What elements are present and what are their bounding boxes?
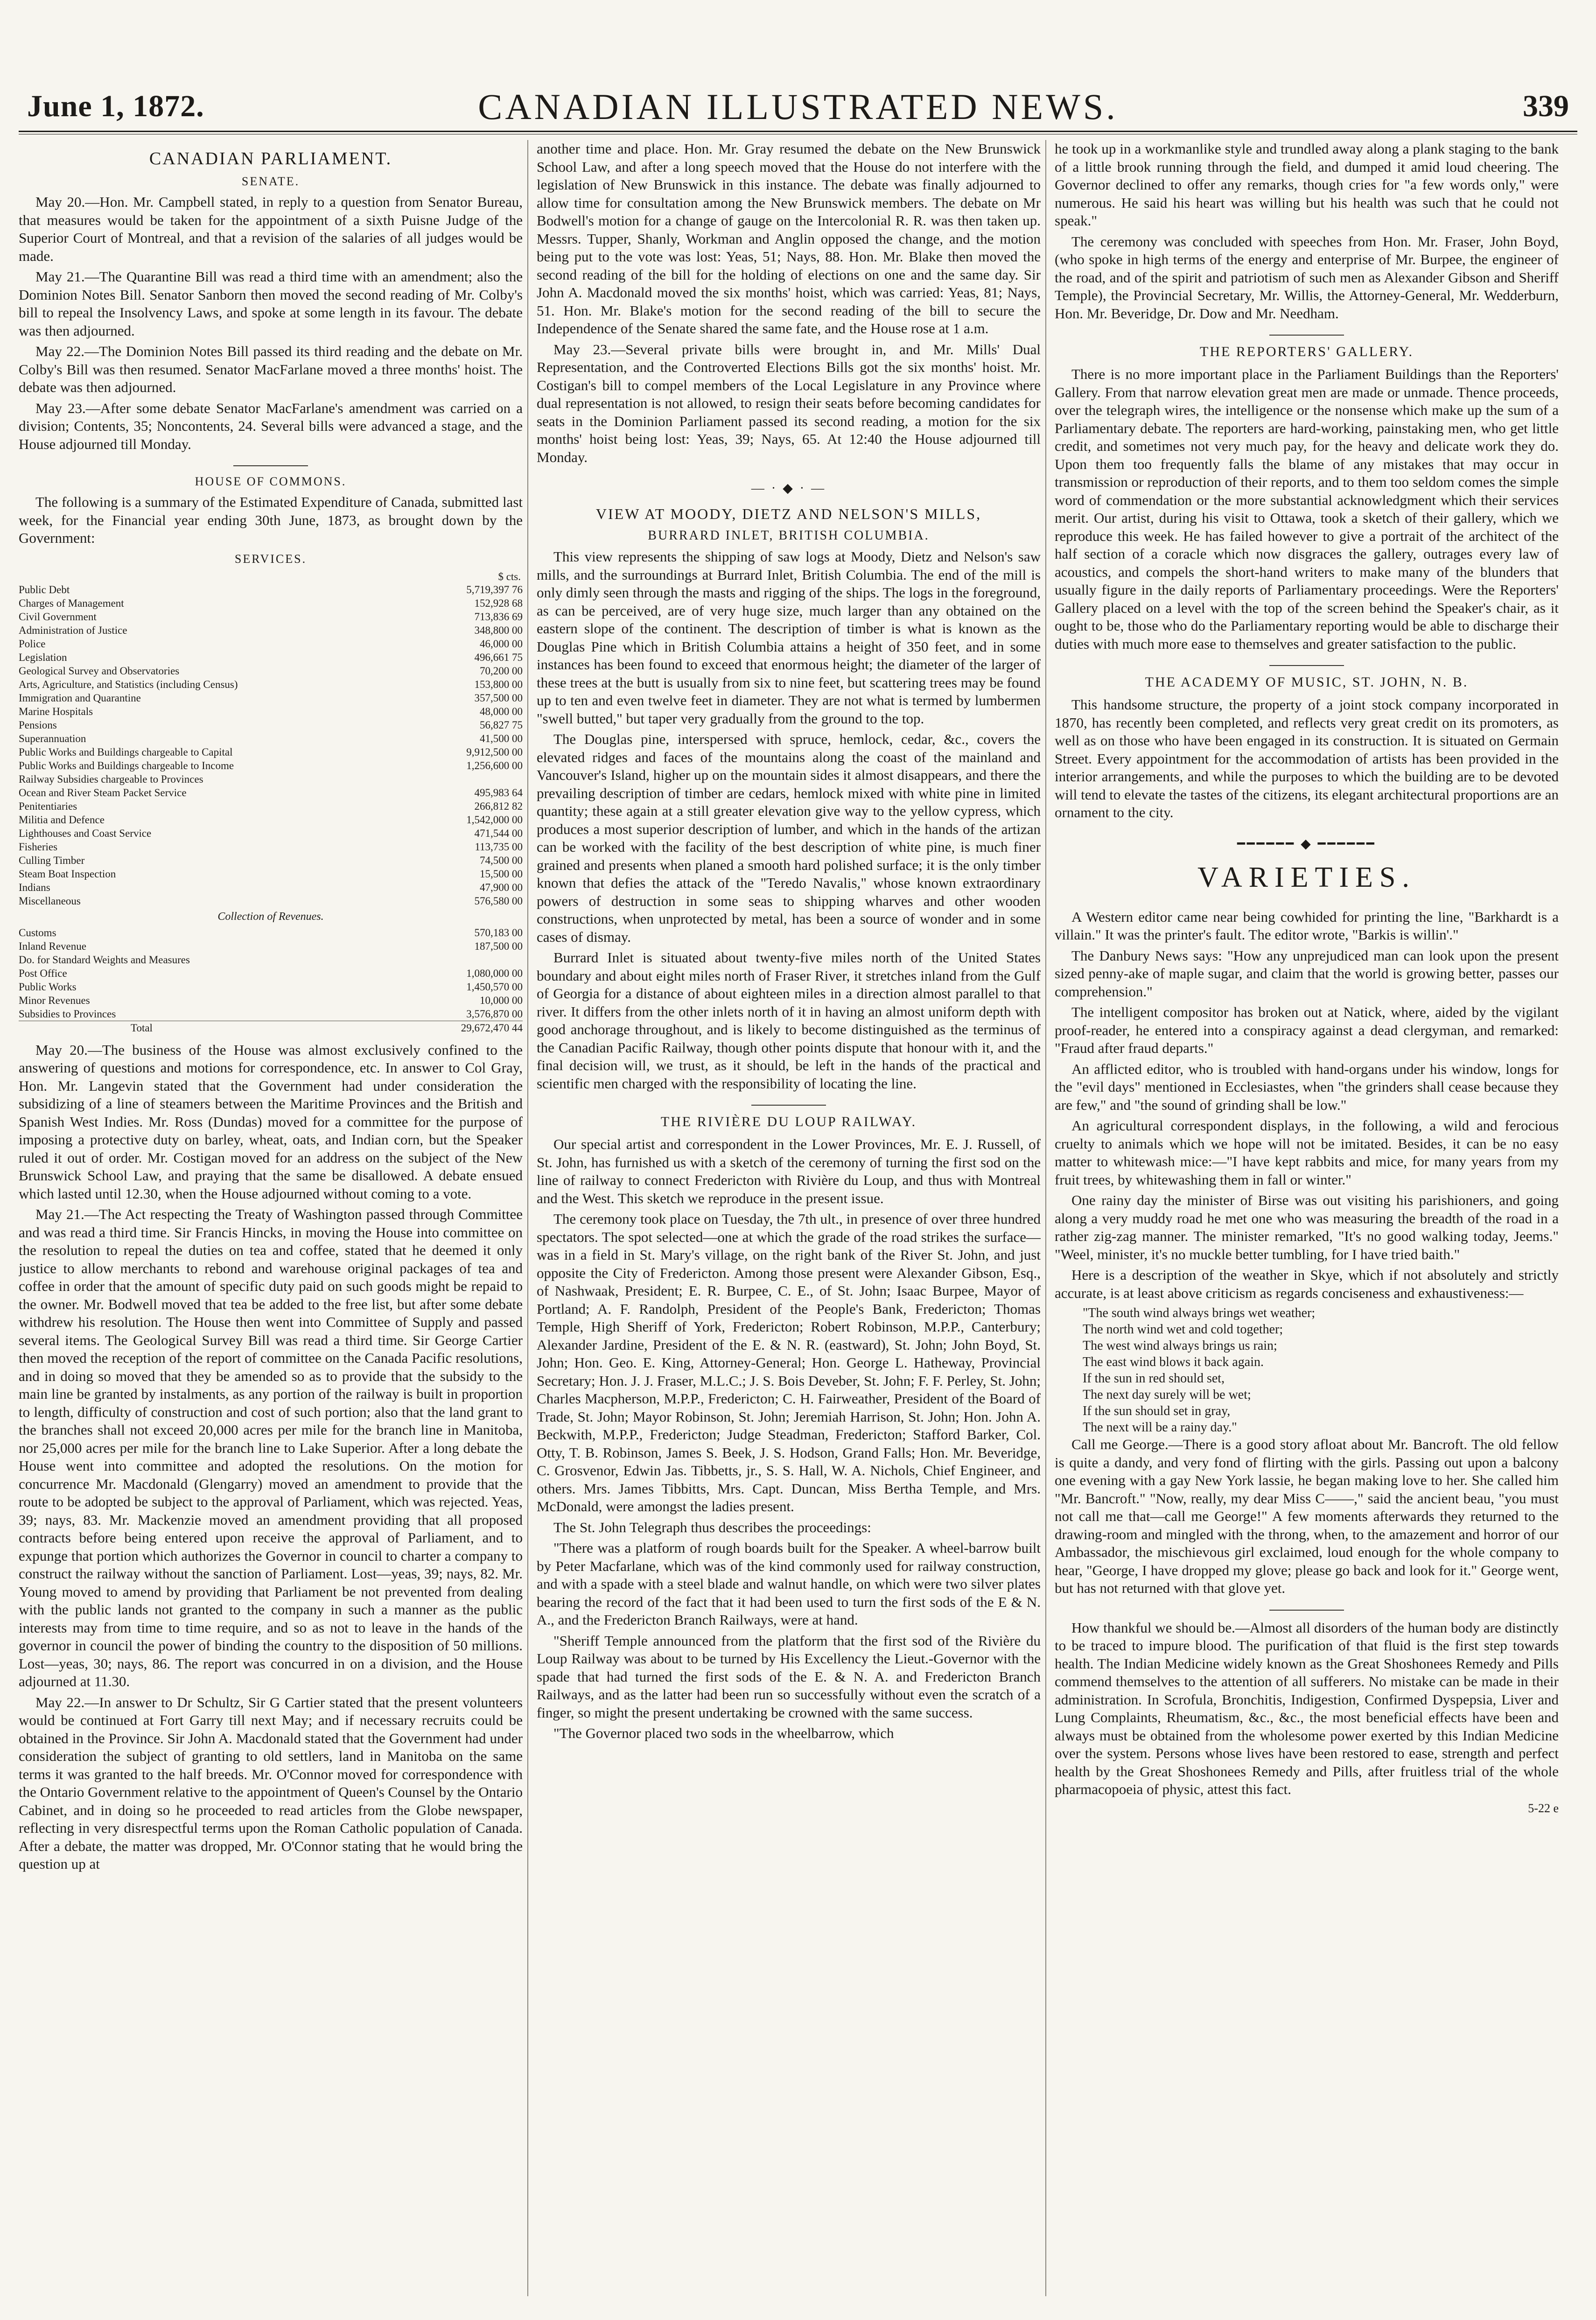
varieties-heading: VARIETIES. (1197, 861, 1416, 893)
row-amount: 1,080,000 00 (466, 967, 523, 979)
table-row (19, 894, 523, 908)
column-divider (527, 140, 528, 2296)
column-3 (1055, 140, 1559, 2296)
row-label: Customs (19, 926, 56, 939)
subheading-commons: HOUSE OF COMMONS. (195, 475, 347, 488)
section-heading: CANADIAN PARLIAMENT. (149, 149, 392, 168)
row-label: Subsidies to Provinces (19, 1008, 116, 1020)
revenue-collection-table (19, 926, 523, 1021)
row-label: Public Works and Buildings chargeable to Income (19, 759, 234, 771)
paragraph: A Western editor came near being cowhided for printing the line, "Barkhardt is a villain." It was the printer's fault. The editor wrote, "Barkis is willin'." (1055, 908, 1559, 943)
currency-header: $ cts. (498, 570, 521, 582)
paragraph: The ceremony was concluded with speeches from Hon. Mr. Fraser, John Boyd, (who spoke in high terms of the energy and enterprise of Mr. Burpee, the engineer of the road, and of the spirit and patriotism of such men as Alexander Gibson and Sheriff Temple), the Provincial Secretary, Mr. Willis, the Attorney-General, Mr. Wedderburn, Hon. Mr. Beveridge, Dr. Dow and Mr. Needham. (1055, 233, 1559, 322)
row-amount: 1,256,600 00 (466, 759, 523, 771)
row-amount: 496,661 75 (474, 651, 523, 663)
paragraph: May 23.—After some debate Senator MacFarlane's amendment was carried on a division; Contents, 35; Noncontents, 24. Several bills were advanced a stage, and the House adjourned till Monday. (19, 400, 523, 452)
paragraph: Our special artist and correspondent in the Lower Provinces, Mr. E. J. Russell, of St. John, has furnished us with a sketch of the ceremony of turning the first sod on the line of railway to connect Fredericton with Rivière du Loup, and thus with Montreal and the West. This sketch we reproduce in the present issue. (537, 1136, 1041, 1206)
paragraph: "The Governor placed two sods in the wheelbarrow, which (553, 1725, 894, 1741)
row-label: Ocean and River Steam Packet Service (19, 786, 187, 799)
divider (751, 1105, 826, 1106)
table-row (19, 854, 523, 867)
verse-line: The west wind always brings us rain; (1083, 1339, 1277, 1353)
row-label: Superannuation (19, 732, 86, 744)
verse-line: "The south wind always brings wet weather; (1083, 1306, 1316, 1320)
weather-verse (1055, 1305, 1559, 1436)
paragraph: he took up in a workmanlike style and trundled away along a plank staging to the bank of a little brook running through the field, and dumped it amid loud cheering. The Governor declined to offer any remarks, though cries for "a few words only," were numerous. He said his heart was willing but his health was such that he could not speak." (1055, 140, 1559, 229)
paragraph: The following is a summary of the Estimated Expenditure of Canada, submitted last week, for the Financial year ending 30th June, 1873, as brought down by the Government: (19, 494, 523, 546)
row-amount: 576,580 00 (474, 895, 523, 907)
row-amount: 153,800 00 (474, 678, 523, 690)
row-amount: 15,500 00 (480, 868, 523, 880)
divider (1269, 1610, 1344, 1611)
article-heading: THE REPORTERS' GALLERY. (1200, 344, 1414, 359)
table-row (19, 759, 523, 772)
table-row (19, 799, 523, 813)
ad-code: 5-22 e (1528, 1801, 1559, 1815)
paragraph: There is no more important place in the Parliament Buildings than the Reporters' Gallery. From that narrow elevation great men are made or unmade. Thence proceeds, over the telegraph wires, the intelligence or the nonsense which make up the sum of a Parliamentary debate. The reporters are hard-working, painstaking men, who get little credit, and sometimes not very much pay, for the heavy and delicate work they do. Upon them too frequently falls the blame of any mistakes that may occur in transmission or reproduction of their reports, and to them too seldom comes the simple word of commendation or the more substantial acknowledgment which their services merit. Our artist, during his visit to Ottawa, took a sketch of their gallery, which we reproduce this week. He has failed however to give a portrait of the architect of the half section of a coracle which now disgraces the gallery, outrages every law of acoustics, and compels the short-hand writers to make many of the blunders that usually figure in the daily reports of Parliamentary proceedings. Were the Reporters' Gallery placed on a level with the top of the screen behind the Speaker's chair, as it ought to be, those who do the Parliamentary reporting would be able to discharge their duties with much more ease to themselves and greater satisfaction to the public. (1055, 366, 1559, 652)
row-label: Culling Timber (19, 854, 85, 866)
verse-line: The next day surely will be wet; (1083, 1388, 1251, 1402)
paragraph: Call me George.—There is a good story afloat about Mr. Bancroft. The old fellow is quite a dandy, and very fond of flirting with the girls. Passing out upon a balcony one evening with a gay New York lassie, he began making love to her. She called him "Mr. Bancroft." "Now, really, my dear Miss C——," said the ancient beau, "you must not call me that—call me George!" A few moments afterwards they returned to the drawing-room and mingled with the throng, when, to the amazement and horror of our Ambassador, the mischievous girl exclaimed, loud enough for the whole company to hear, "George, I have dropped my glove; please go back and look for it." George went, but has not returned with that glove yet. (1055, 1436, 1559, 1596)
paragraph: May 20.—Hon. Mr. Campbell stated, in reply to a question from Senator Bureau, that measures would be taken for the appointment of a sixth Puisne Judge of the Superior Court of Montreal, and that a revision of the salaries of all judges would be made. (19, 194, 523, 264)
row-amount: 3,576,870 00 (466, 1008, 523, 1020)
row-amount: 70,200 00 (480, 665, 523, 677)
verse-line: If the sun in red should set, (1083, 1371, 1225, 1386)
table-subheading: Collection of Revenues. (217, 910, 324, 923)
paragraph: Here is a description of the weather in Skye, which if not absolutely and strictly accurate, is at least above criticism as regards conciseness and exhaustiveness:— (1055, 1267, 1559, 1301)
row-label: Public Works and Buildings chargeable to Capital (19, 746, 233, 758)
row-amount: 713,836 69 (474, 610, 523, 623)
expenditure-table (19, 583, 523, 908)
table-row (19, 867, 523, 881)
paragraph: Burrard Inlet is situated about twenty-five miles north of the United States boundary and about eight miles north of Fraser River, it stretches inland from the Gulf of Georgia for a distance of about eighteen miles in a direction almost parallel to that river. It differs from the other inlets north of it in having an almost uniform depth with good anchorage throughout, and is likely to become distinguished as the terminus of the Canadian Pacific Railway, though other points dispute that honour with it, and the final decision will, we trust, as it should, be left in the hands of the practical and scientific men charged with the responsibility of locating the line. (537, 949, 1041, 1092)
row-amount: 187,500 00 (474, 940, 523, 952)
newspaper-title: CANADIAN ILLUSTRATED NEWS. (478, 86, 1118, 127)
row-label: Public Debt (19, 583, 70, 596)
row-label: Police (19, 638, 46, 650)
row-label: Indians (19, 881, 50, 893)
row-amount: 495,983 64 (474, 786, 523, 799)
table-row (19, 926, 523, 939)
row-amount: 1,450,570 00 (466, 981, 523, 993)
table-row (19, 786, 523, 799)
article-heading: THE ACADEMY OF MUSIC, ST. JOHN, N. B. (1145, 674, 1469, 690)
row-label: Minor Revenues (19, 994, 90, 1006)
verse-line: If the sun should set in gray, (1083, 1404, 1231, 1418)
paragraph: The intelligent compositor has broken out at Natick, where, aided by the vigilant proof-reader, he entered into a conspiracy against a dead clergyman, and remarked: "Fraud after fraud departs." (1055, 1004, 1559, 1056)
table-row (19, 967, 523, 980)
subheading-services: SERVICES. (234, 552, 307, 566)
paragraph: May 20.—The business of the House was almost exclusively confined to the answering of questions and motions for correspondence, etc. In answer to Col Gray, Hon. Mr. Langevin stated that the Government had under consideration the subsidizing of a line of steamers between the Maritime Provinces and the British and Spanish West Indies. Mr. Ross (Dundas) moved for a committee for the purpose of imposing a protective duty on barley, wheat, oats, and Indian corn, but the Speaker ruled it out of order. Mr. Costigan moved for an address on the subject of the New Brunswick School Law, and praying that the same be disallowed. A debate ensued which lasted until 12.30, when the House adjourned without coming to a vote. (19, 1041, 523, 1202)
ornamental-divider: — · ◆ · — (751, 481, 826, 496)
article-heading: THE RIVIÈRE DU LOUP RAILWAY. (660, 1114, 917, 1129)
table-row (19, 705, 523, 718)
row-label: Do. for Standard Weights and Measures (19, 953, 190, 966)
row-label: Geological Survey and Observatories (19, 665, 180, 677)
table-row (19, 624, 523, 637)
row-label: Penitentiaries (19, 800, 77, 812)
article-heading: VIEW AT MOODY, DIETZ AND NELSON'S MILLS, (595, 505, 982, 522)
paragraph: May 21.—The Act respecting the Treaty of Washington passed through Committee and was read a third time. Sir Francis Hincks, in moving the House into committee on the resolution to repeal the duties on tea and coffee, stated that he deemed it only justice to allow merchants to rebond and warehouse original packages of tea and coffee in order that the amount of specific duty paid on such goods might be repaid to the owner. Mr. Bodwell moved that tea be added to the free list, but after some debate withdrew his resolution. The House then went into Committee of Supply and passed several items. The Geological Survey Bill was read a third time. Sir George Cartier then moved the reception of the report of committee on the Canada Pacific resolutions, and in doing so moved that they be amended so as to provide that the subsidy to the main line be granted by instalments, as any portion of the railway is built in proportion to length, difficulty of construction and cost of such portion; also that the land grant to the branches shall not exceed 20,000 acres per mile for the branch line in Manitoba, nor 25,000 acres per mile for the branch line to Lake Superior. After a long debate the House went into committee and adopted the resolutions. On the motion for concurrence Mr. Macdonald (Glengarry) moved an amendment to provide that the route to be adopted be subject to the approval of Parliament, which was rejected. Yeas, 39; nays, 83. Mr. Mackenzie moved an amendment providing that all proposed contracts before being entered upon receive the approval of Parliament, and to expunge that portion which authorizes the Governor in council to charter a company to construct the railway without the sanction of Parliament. Lost—yeas, 39; nays, 82. Mr. Young moved to amend by providing that Parliament be not prevented from dealing with the public lands not granted to the company in such a manner as the public interests may from time to time require, and so as not to leave in the hands of the governor in council the power of binding the country to the disposition of 50 millions. Lost—yeas, 30; nays, 86. The report was concurred in on a division, and the House adjourned at 11.30. (19, 1206, 523, 1689)
row-amount: 10,000 00 (480, 994, 523, 1006)
row-amount: 570,183 00 (474, 926, 523, 939)
paragraph: One rainy day the minister of Birse was out visiting his parishioners, and going along a very muddy road he met one who was measuring the breadth of the road in a rather zig-zag manner. The minister remarked, "It's no good walking today, Jeems." "Weel, minister, it's no muckle better tumbling, for I have tried baith." (1055, 1192, 1559, 1262)
row-label: Lighthouses and Coast Service (19, 827, 152, 839)
ornamental-divider: ━━━━━━ ◆ ━━━━━━ (1237, 836, 1376, 851)
row-label: Militia and Defence (19, 813, 105, 826)
divider (1269, 335, 1344, 336)
table-row (19, 772, 523, 786)
table-row (19, 583, 523, 596)
row-amount: 357,500 00 (474, 692, 523, 704)
row-label: Steam Boat Inspection (19, 868, 116, 880)
paragraph: "There was a platform of rough boards built for the Speaker. A wheel-barrow built by Peter Macfarlane, which was of the kind commonly used for railway construction, and with a spade with a steel blade and walnut handle, on which were two silver plates bearing the record of the fact that it had been used to turn the first sods of the E & N. A., and the Fredericton Branch Railways, were at hand. (537, 1540, 1041, 1628)
table-row (19, 840, 523, 854)
table-row (19, 664, 523, 678)
column-2 (537, 140, 1041, 2296)
table-row (19, 732, 523, 745)
row-amount (443, 772, 523, 786)
row-label: Inland Revenue (19, 940, 86, 952)
row-amount: 47,900 00 (480, 881, 523, 893)
divider (233, 465, 308, 466)
row-label: Administration of Justice (19, 624, 127, 636)
paragraph: An afflicted editor, who is troubled with hand-organs under his window, longs for the "evil days" mentioned in Ecclesiastes, when "the grinders shall cease because they are few," and "the sound of grinding shall be low." (1055, 1060, 1559, 1113)
row-amount: 46,000 00 (480, 638, 523, 650)
row-label: Arts, Agriculture, and Statistics (including Census) (19, 678, 238, 690)
row-amount: 113,735 00 (475, 841, 523, 853)
masthead-rule (19, 131, 1577, 134)
row-amount: 348,800 00 (474, 624, 523, 636)
table-row (19, 691, 523, 705)
column-divider (1045, 140, 1046, 2296)
row-label: Fisheries (19, 841, 58, 853)
table-row (19, 651, 523, 664)
masthead (19, 70, 1577, 126)
paragraph: The Douglas pine, interspersed with spruce, hemlock, cedar, &c., covers the elevated ridges and faces of the mountains along the coast of the mainland and Vancouver's Island, higher up on the mountain sides it almost disappears, and there the prevailing description of timber are cedars, hemlock mixed with white pine in limited quantity; these again at a still greater elevation give way to the yellow cypress, which produces a most superior description of lumber, and which in the hands of the artizan can be worked with the facility of the best description of white pine, is much finer grained and presents when planed a smooth hard polished surface; it is the only timber known that defies the attack of the "Teredo Navalis," whose known extraordinary powers of destruction in some seas to shipping wharves and other wooden constructions, when unprotected by metal, has been a source of wonder and in some cases of dismay. (537, 731, 1041, 945)
row-amount: 5,719,397 76 (466, 583, 523, 596)
table-row (19, 678, 523, 691)
table-row (19, 827, 523, 840)
table-row (19, 994, 523, 1007)
row-label: Railway Subsidies chargeable to Provinces (19, 773, 203, 785)
paragraph: This view represents the shipping of saw logs at Moody, Dietz and Nelson's saw mills, and the surroundings at Burrard Inlet, British Columbia. The end of the mill is only dimly seen through the masts and rigging of the ships. The logs in the foreground, as can be perceived, are of very huge size, much larger than any obtained on the eastern slope of the continent. The description of timber is what is known as the Douglas Pine which in British Columbia attains a height of 350 feet, and in some instances has been found to exceed that enormous height; the diameter of the larger of these trees at the butt is usually from six to nine feet, but scattering trees may be found up to ten and even twelve feet in diameter. They are not what is termed by lumbermen "swell butted," but taper very gradually from the ground to the top. (537, 548, 1041, 727)
row-amount: 1,542,000 00 (466, 813, 523, 826)
paragraph: An agricultural correspondent displays, in the following, a wild and ferocious cruelty to animals which we hope will not be imitated. Besides, it can be no easy matter to whitewash mice:—"I have kept rabbits and mice, for many years from my fruit trees, by whitewashing them in fall or winter." (1055, 1117, 1559, 1188)
paragraph: The St. John Telegraph thus describes the proceedings: (553, 1519, 871, 1535)
row-label: Charges of Management (19, 597, 124, 609)
row-amount: 56,827 75 (480, 719, 523, 731)
row-amount: 152,928 68 (474, 597, 523, 609)
row-label: Post Office (19, 967, 67, 979)
divider (1269, 665, 1344, 666)
column-1 (19, 140, 523, 2296)
total-amount: 29,672,470 44 (461, 1022, 523, 1034)
row-amount (443, 953, 523, 967)
paragraph: May 21.—The Quarantine Bill was read a third time with an amendment; also the Dominion Notes Bill. Senator Sanborn then moved the second reading of Mr. Colby's bill to repeal the Insolvency Laws, and spoke at some length in its favour. The debate was then adjourned. (19, 268, 523, 339)
row-label: Public Works (19, 981, 77, 993)
paragraph: May 22.—In answer to Dr Schultz, Sir G Cartier stated that the present volunteers would be continued at Fort Garry till next May; and if necessary recruits could be obtained in the Province. Sir John A. Macdonald stated that the Government had under consideration the subject of granting to old settlers, land in Manitoba on the same terms it was granted to the half breeds. Mr. O'Connor moved for correspondence with the Ontario Government relative to the appointment of Queen's Counsel by the Ontario Cabinet, and in doing so he proceeded to read articles from the Globe newspaper, reflecting in very disrespectful terms upon the Roman Catholic population of Canada. After a debate, the matter was dropped, Mr. O'Connor stating that he would bring the question up at (19, 1694, 523, 1872)
verse-line: The next will be a rainy day." (1083, 1420, 1237, 1435)
subheading-senate: SENATE. (241, 175, 300, 188)
page-number: 339 (1523, 89, 1569, 123)
table-row (19, 881, 523, 894)
article-subheading: BURRARD INLET, BRITISH COLUMBIA. (648, 528, 930, 543)
row-amount: 471,544 00 (474, 827, 523, 839)
paragraph: another time and place. Hon. Mr. Gray resumed the debate on the New Brunswick School Law, and after a long speech moved that the House do not interfere with the legislation of New Brunswick in this instance. The debate was finally adjourned to allow time for consultation among the New Brunswick members. The debate on Mr Bodwell's motion for a change of gauge on the Intercolonial R. R. was then taken up. Messrs. Tupper, Shanly, Workman and Anglin opposed the change, and the motion being put to the vote was lost: Yeas, 51; Nays, 88. Hon. Mr. Blake then moved the second reading of the bill for the holding of elections on one and the same day. Sir John A. Macdonald moved the six months' hoist, which was carried: Yeas, 81; Nays, 51. Hon. Mr. Blake's motion for the second reading of the bill to secure the Independence of the Senate shared the same fate, and the House rose at 1 a.m. (537, 140, 1041, 336)
row-label: Pensions (19, 719, 57, 731)
row-label: Legislation (19, 651, 67, 663)
verse-line: The east wind blows it back again. (1083, 1355, 1264, 1369)
issue-date: June 1, 1872. (27, 89, 204, 123)
row-label: Immigration and Quarantine (19, 692, 141, 704)
total-row (19, 1021, 523, 1035)
paragraph: May 22.—The Dominion Notes Bill passed its third reading and the debate on Mr. Colby's Bill was then resumed. Senator MacFarlane moved a three months' hoist. The debate was then adjourned. (19, 343, 523, 395)
row-label: Civil Government (19, 610, 97, 623)
table-row (19, 610, 523, 624)
table-row (19, 813, 523, 827)
paragraph: May 23.—Several private bills were brought in, and Mr. Mills' Dual Representation, and the Controverted Elections Bills got the six months' hoist. Mr. Costigan's bill to compel members of the Local Legislature in any Province where dual representation is not allowed, to resign their seats before becoming candidates for seats in the Dominion Parliament passed its second reading, a motion for the six months' hoist being lost: Yeas, 39; Nays, 65. At 12:40 the House adjourned till Monday. (537, 341, 1041, 465)
table-row (19, 637, 523, 651)
table-row (19, 980, 523, 994)
row-amount: 9,912,500 00 (466, 746, 523, 758)
row-amount: 41,500 00 (480, 732, 523, 744)
table-row (19, 596, 523, 610)
advertisement: How thankful we should be.—Almost all disorders of the human body are distinctly to be traced to impure blood. The purification of that fluid is the first step towards health. The Indian Medicine widely known as the Great Shoshonees Remedy and Pills commend themselves to the attention of all sufferers. No mistake can be made in their administration. In Scrofula, Bronchitis, Indigestion, Confirmed Dyspepsia, Liver and Lung Complaints, Rheumatism, &c., &c., the most beneficial effects have been and always must be obtained from the wholesome power exerted by this Indian Medicine over the system. Persons whose lives have been restored to ease, strength and perfect health by the Great Shoshonees Remedy and Pills, after fruitless trial of the whole pharmacopoeia of physic, attest this fact. (1055, 1619, 1559, 1797)
table-row (19, 953, 523, 967)
paragraph: The ceremony took place on Tuesday, the 7th ult., in presence of over three hundred spectators. The spot selected—one at which the grade of the road strikes the surface—was in a field in St. Mary's village, on the right bank of the River St. John, and just opposite the City of Fredericton. Among those present were Alexander Gibson, Esq., of Nashwaak, President; E. R. Burpee, C. E., of St. John; Isaac Burpee, Mayor of Portland; A. F. Randolph, President of the People's Bank, Fredericton; Thomas Temple, High Sheriff of York, Fredericton; Robert Robinson, M.P.P., Canterbury; Alexander Jardine, President of the E. & N. R. (eastward), St. John; John Boyd, St. John; Hon. Geo. E. King, Attorney-General; Hon. George L. Hatheway, Provincial Secretary; Hon. J. J. Fraser, M.L.C.; J. S. Bois Deveber, St. John; F. F. Perley, St. John; Charles Macpherson, M.P.P., Fredericton; C. H. Fairweather, President of the Board of Trade, St. John; Mayor Robinson, St. John; Jeremiah Harrison, St. John; Hon. John A. Beckwith, M.P.P., Fredericton; Judge Steadman, Fredericton; Stafford Barker, Col. Otty, T. B. Robinson, James S. Beek, J. S. Hodson, Grand Falls; Hon. Mr. Beveridge, C. Grosvenor, Edwin Jas. Tibbetts, jr., S. S. Hall, W. A. Nichols, Chief Engineer, and others. Mrs. James Tibbitts, Mrs. Capt. Duncan, Miss Bertha Temple, and Mrs. McDonald, were amongst the ladies present. (537, 1211, 1041, 1514)
row-label: Marine Hospitals (19, 705, 93, 717)
table-row (19, 718, 523, 732)
row-amount: 266,812 82 (474, 800, 523, 812)
table-row (19, 745, 523, 759)
paragraph: "Sheriff Temple announced from the platform that the first sod of the Rivière du Loup Railway was about to be turned by His Excellency the Lieut.-Governor with the spade that had turned the first sods of the E. & N. A. and Fredericton Branch Railways, and as the latter had been run so successfully without even the scratch of a finger, so might the present undertaking be crowned with the same success. (537, 1632, 1041, 1721)
total-label: Total (131, 1022, 153, 1034)
row-amount: 74,500 00 (480, 854, 523, 866)
verse-line: The north wind wet and cold together; (1083, 1322, 1283, 1337)
paragraph: The Danbury News says: "How any unprejudiced man can look upon the present sized penny-ake of maple sugar, and claim that the world is growing better, passes our comprehension." (1055, 947, 1559, 1000)
table-row (19, 939, 523, 953)
paragraph: This handsome structure, the property of a joint stock company incorporated in 1870, has recently been completed, and reflects very great credit on its promoters, as well as on those who have been engaged in its construction. It is situated on Germain Street. Every appointment for the accommodation of artists has been provided in the interior arrangements, and while the purposes to which the building are to be devoted will tend to elevate the tastes of the citizens, its elegant architectural proportions are an ornament to the city. (1055, 696, 1559, 820)
row-amount: 48,000 00 (480, 705, 523, 717)
row-label: Miscellaneous (19, 895, 81, 907)
table-row (19, 1007, 523, 1021)
